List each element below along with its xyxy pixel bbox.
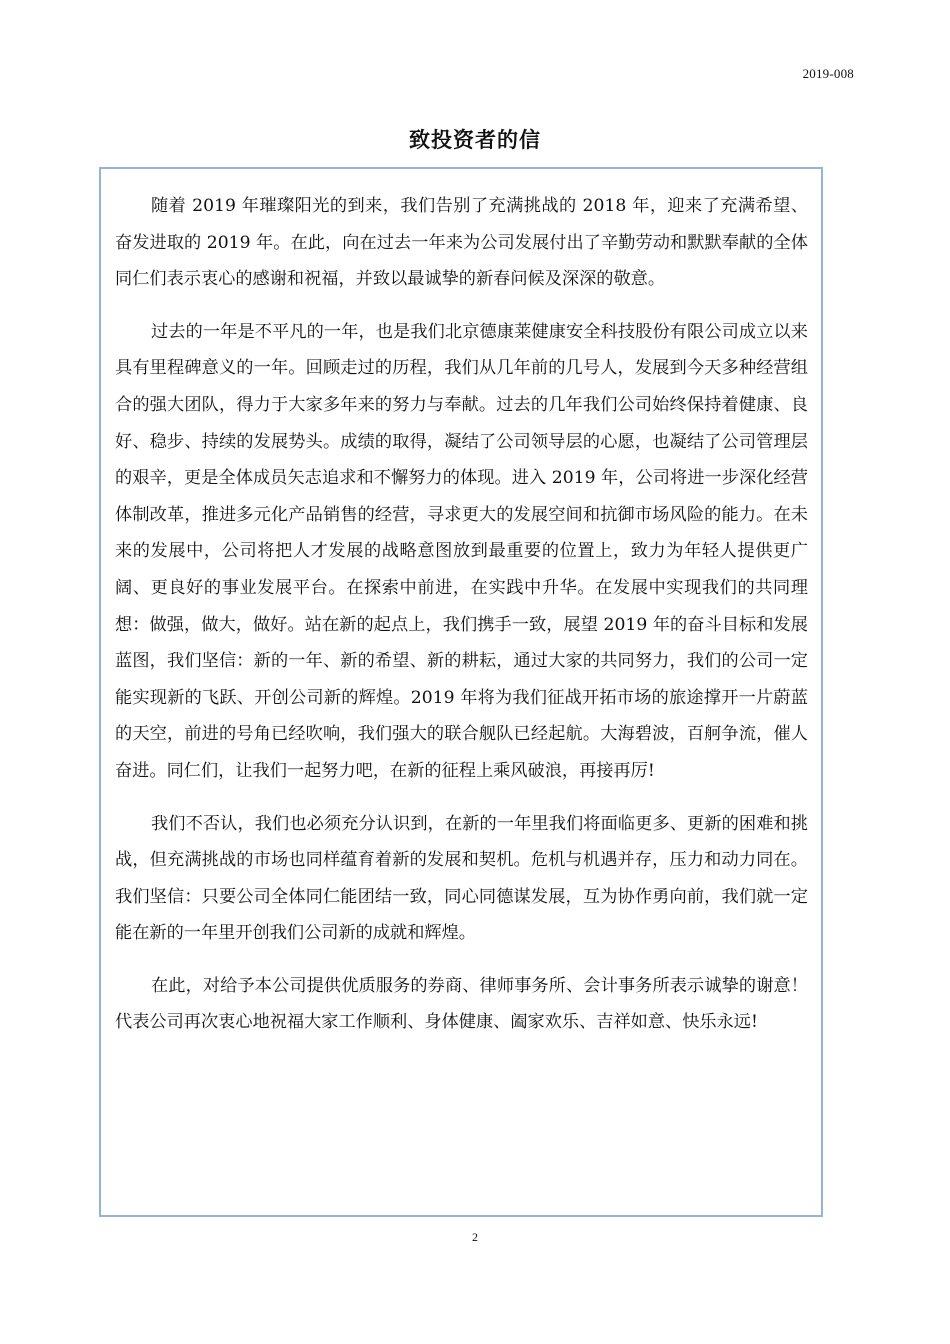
document-number: 2019-008 [802,66,854,81]
letter-paragraph-3: 我们不否认，我们也必须充分认识到，在新的一年里我们将面临更多、更新的困难和挑战，但充满挑战的市场也同样蕴育着新的发展和契机。危机与机遇并存，压力和动力同在。我们坚信：只要公司全体同仁能团结一致，同心同德谋发展，互为协作勇向前，我们就一定能在新的一年里开创我们公司新的成就和辉煌。 [115,813,808,944]
page-number: 2 [472,1230,478,1244]
page-title: 致投资者的信 [409,128,541,152]
letter-paragraph-2: 过去的一年是不平凡的一年，也是我们北京德康莱健康安全科技股份有限公司成立以来具有里程碑意义的一年。回顾走过的历程，我们从几年前的几号人，发展到今天多种经营组合的强大团队，得力于大家多年来的努力与奉献。过去的几年我们公司始终保持着健康、良好、稳步、持续的发展势头。成绩的取得，凝结了公司领导层的心愿，也凝结了公司管理层的艰辛，更是全体成员矢志追求和不懈努力的体现。进入 2019 年，公司将进一步深化经营体制改革，推进多元化产品销售的经营，寻求更大的发展空间和抗御市场风险的能力。在未来的发展中，公司将把人才发展的战略意图放到最重要的位置上，致力为年轻人提供更广阔、更良好的事业发展平台。在探索中前进，在实践中升华。在发展中实现我们的共同理想：做强，做大，做好。站在新的起点上，我们携手一致，展望 2019 年的奋斗目标和发展蓝图，我们坚信：新的一年、新的希望、新的耕耘，通过大家的共同努力，我们的公司一定能实现新的飞跃、开创公司新的辉煌。2019 年将为我们征战开拓市场的旅途撑开一片蔚蓝的天空，前进的号角已经吹响，我们强大的联合舰队已经起航。大海碧波，百舸争流，催人奋进。同仁们，让我们一起努力吧，在新的征程上乘风破浪，再接再厉! [115,321,808,781]
letter-paragraph-1: 随着 2019 年璀璨阳光的到来，我们告别了充满挑战的 2018 年，迎来了充满希望、奋发进取的 2019 年。在此，向在过去一年来为公司发展付出了辛勤劳动和默默奉献的全体同仁们表示衷心的感谢和祝福，并致以最诚挚的新春问候及深深的敬意。 [115,196,808,290]
letter-paragraph-4: 在此，对给予本公司提供优质服务的券商、律师事务所、会计事务所表示诚挚的谢意！代表公司再次衷心地祝福大家工作顺利、身体健康、阖家欢乐、吉祥如意、快乐永远! [115,975,808,1033]
letter-box [99,167,823,1217]
